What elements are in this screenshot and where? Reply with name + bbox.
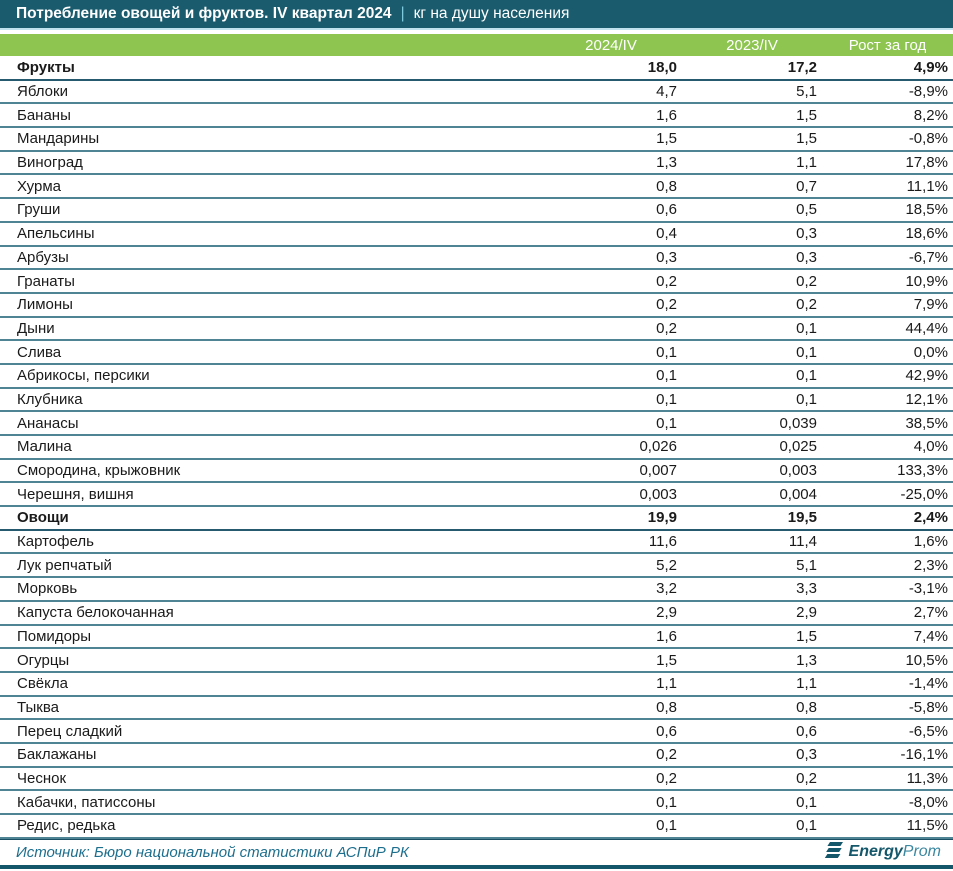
row-value-2024: 0,6 — [656, 722, 677, 740]
row-value-2023: 0,3 — [796, 248, 817, 266]
table-row — [0, 815, 953, 839]
row-growth: 11,3% — [906, 769, 948, 787]
row-growth: 4,9% — [913, 59, 948, 77]
row-growth: 0,0% — [913, 343, 948, 361]
row-growth: 10,5% — [905, 651, 948, 669]
row-value-2023: 0,1 — [796, 343, 817, 361]
row-value-2023: 0,2 — [796, 296, 817, 314]
row-label: Помидоры — [17, 627, 92, 645]
energyprom-bars-icon — [823, 841, 844, 864]
row-value-2024: 0,8 — [656, 698, 677, 716]
table-row — [0, 649, 953, 673]
title-bar — [0, 0, 953, 30]
row-value-2024: 1,1 — [656, 675, 677, 693]
row-label: Гранаты — [17, 272, 75, 290]
row-label: Малина — [17, 438, 72, 456]
row-value-2023: 5,1 — [796, 556, 817, 574]
table-row — [0, 223, 953, 247]
row-value-2023: 0,039 — [779, 414, 817, 432]
row-growth: -1,4% — [908, 675, 948, 693]
table-row — [0, 483, 953, 507]
row-value-2024: 0,2 — [656, 746, 677, 764]
table-row — [0, 57, 953, 81]
row-growth: 11,5% — [906, 817, 948, 835]
row-growth: 11,1% — [906, 177, 948, 195]
row-value-2023: 0,025 — [779, 438, 817, 456]
row-value-2024: 0,6 — [656, 201, 677, 219]
table-row — [0, 507, 953, 531]
row-label: Арбузы — [17, 248, 69, 266]
row-value-2023: 0,1 — [796, 793, 817, 811]
row-growth: 17,8% — [905, 154, 948, 172]
row-growth: -8,0% — [908, 793, 948, 811]
row-label: Апельсины — [17, 225, 95, 243]
row-value-2023: 0,3 — [796, 746, 817, 764]
table-row — [0, 602, 953, 626]
row-value-2024: 0,1 — [656, 367, 677, 385]
row-value-2023: 0,2 — [796, 272, 817, 290]
row-label: Лимоны — [17, 296, 73, 314]
row-value-2023: 17,2 — [787, 59, 817, 77]
row-label: Огурцы — [17, 651, 70, 669]
footer-bar — [0, 839, 953, 869]
row-value-2024: 0,1 — [656, 390, 677, 408]
table-row — [0, 673, 953, 697]
row-value-2024: 0,2 — [656, 769, 677, 787]
row-value-2023: 1,1 — [796, 675, 817, 693]
row-value-2024: 1,3 — [656, 154, 677, 172]
row-value-2024: 0,3 — [656, 248, 677, 266]
row-value-2024: 0,4 — [656, 225, 677, 243]
row-label: Картофель — [17, 533, 94, 551]
row-value-2024: 0,2 — [656, 319, 677, 337]
row-label: Ананасы — [17, 414, 79, 432]
table-row — [0, 341, 953, 365]
row-growth: 2,3% — [913, 556, 948, 574]
table-body — [0, 57, 953, 839]
row-label: Груши — [17, 201, 61, 219]
row-value-2024: 2,9 — [656, 604, 677, 622]
row-value-2023: 0,8 — [796, 698, 817, 716]
row-value-2023: 0,1 — [796, 367, 817, 385]
table-row — [0, 578, 953, 602]
row-label: Свёкла — [17, 675, 68, 693]
row-value-2023: 1,3 — [796, 651, 817, 669]
row-value-2023: 0,004 — [779, 485, 817, 503]
row-growth: 4,0% — [913, 438, 948, 456]
row-label: Черешня, вишня — [17, 485, 134, 503]
table-row — [0, 270, 953, 294]
title-separator: | — [400, 5, 405, 22]
row-value-2024: 0,8 — [656, 177, 677, 195]
row-value-2024: 1,6 — [656, 106, 677, 124]
page-subtitle: кг на душу населения — [413, 5, 570, 22]
row-value-2024: 0,026 — [639, 438, 677, 456]
table-row — [0, 104, 953, 128]
row-value-2024: 11,6 — [648, 533, 677, 551]
table-row — [0, 436, 953, 460]
table-row — [0, 626, 953, 650]
row-value-2024: 1,6 — [656, 627, 677, 645]
brand-name — [849, 843, 941, 861]
row-label: Перец сладкий — [17, 722, 123, 740]
row-label: Редис, редька — [17, 817, 116, 835]
row-label: Смородина, крыжовник — [17, 462, 181, 480]
row-value-2023: 1,5 — [796, 130, 817, 148]
row-growth: 7,9% — [913, 296, 948, 314]
row-growth: -3,1% — [908, 580, 948, 598]
row-growth: 12,1% — [905, 390, 948, 408]
row-value-2023: 0,1 — [796, 817, 817, 835]
row-value-2023: 1,1 — [796, 154, 817, 172]
row-value-2024: 1,5 — [656, 130, 677, 148]
row-value-2023: 0,6 — [796, 722, 817, 740]
row-label: Хурма — [17, 177, 62, 195]
row-growth: -6,5% — [908, 722, 948, 740]
brand-logo — [823, 841, 941, 864]
row-label: Капуста белокочанная — [17, 604, 174, 622]
table-row — [0, 152, 953, 176]
row-growth: 2,4% — [913, 509, 948, 527]
page-title: Потребление овощей и фруктов. IV квартал 2024 — [16, 5, 392, 22]
row-value-2024: 0,1 — [656, 817, 677, 835]
row-label: Овощи — [17, 509, 69, 527]
table-row — [0, 389, 953, 413]
row-value-2023: 0,7 — [796, 177, 817, 195]
table-row — [0, 531, 953, 555]
table-row — [0, 365, 953, 389]
row-label: Виноград — [17, 154, 83, 172]
row-value-2023: 0,5 — [796, 201, 817, 219]
table-row — [0, 175, 953, 199]
row-label: Лук репчатый — [17, 556, 112, 574]
row-value-2023: 0,1 — [796, 319, 817, 337]
row-label: Чеснок — [17, 769, 67, 787]
row-value-2024: 0,003 — [639, 485, 677, 503]
row-label: Бананы — [17, 106, 71, 124]
row-value-2023: 19,5 — [787, 509, 817, 527]
row-growth: 18,5% — [905, 201, 948, 219]
row-value-2024: 5,2 — [656, 556, 677, 574]
table-row — [0, 128, 953, 152]
table-row — [0, 791, 953, 815]
brand-name-light: Prom — [902, 843, 941, 861]
column-header-2024: 2024/IV — [585, 36, 637, 54]
table-row — [0, 554, 953, 578]
table-row — [0, 460, 953, 484]
row-value-2023: 0,1 — [796, 390, 817, 408]
table-row — [0, 81, 953, 105]
row-value-2024: 0,1 — [656, 343, 677, 361]
row-value-2023: 1,5 — [796, 627, 817, 645]
column-header-row — [0, 34, 953, 56]
row-growth: 44,4% — [905, 319, 948, 337]
row-growth: 10,9% — [905, 272, 948, 290]
table-row — [0, 744, 953, 768]
row-value-2024: 0,007 — [639, 462, 677, 480]
column-header-2023: 2023/IV — [726, 36, 778, 54]
row-growth: 7,4% — [913, 627, 948, 645]
row-label: Тыква — [17, 698, 59, 716]
row-value-2023: 1,5 — [796, 106, 817, 124]
row-label: Слива — [17, 343, 62, 361]
row-label: Мандарины — [17, 130, 100, 148]
row-value-2024: 0,1 — [656, 793, 677, 811]
row-label: Баклажаны — [17, 746, 97, 764]
row-label: Морковь — [17, 580, 78, 598]
table-row — [0, 720, 953, 744]
row-growth: 42,9% — [905, 367, 948, 385]
row-value-2024: 0,1 — [656, 414, 677, 432]
row-growth: 2,7% — [913, 604, 948, 622]
table-row — [0, 412, 953, 436]
row-value-2023: 0,2 — [796, 769, 817, 787]
table-row — [0, 768, 953, 792]
row-growth: 8,2% — [913, 106, 948, 124]
row-label: Кабачки, патиссоны — [17, 793, 156, 811]
row-value-2024: 4,7 — [656, 83, 677, 101]
row-value-2023: 11,4 — [788, 533, 817, 551]
row-growth: 133,3% — [897, 462, 948, 480]
row-growth: 18,6% — [905, 225, 948, 243]
row-growth: -6,7% — [908, 248, 948, 266]
row-value-2023: 2,9 — [796, 604, 817, 622]
table-row — [0, 697, 953, 721]
brand-name-bold: Energy — [848, 843, 903, 861]
row-value-2024: 19,9 — [647, 509, 677, 527]
row-growth: -5,8% — [908, 698, 948, 716]
row-label: Клубника — [17, 390, 83, 408]
row-growth: -0,8% — [908, 130, 948, 148]
table-row — [0, 247, 953, 271]
row-label: Дыни — [17, 319, 55, 337]
column-header-growth: Рост за год — [848, 36, 927, 54]
row-label: Яблоки — [17, 83, 68, 101]
row-growth: -25,0% — [900, 485, 948, 503]
row-growth: -8,9% — [908, 83, 948, 101]
table-row — [0, 199, 953, 223]
row-growth: 38,5% — [905, 414, 948, 432]
row-value-2023: 0,3 — [796, 225, 817, 243]
row-value-2023: 0,003 — [779, 462, 817, 480]
source-note: Источник: Бюро национальной статистики АСПиР РК — [16, 843, 409, 861]
row-growth: -16,1% — [900, 746, 948, 764]
table-row — [0, 294, 953, 318]
row-value-2024: 3,2 — [656, 580, 677, 598]
row-growth: 1,6% — [913, 533, 948, 551]
row-value-2024: 1,5 — [656, 651, 677, 669]
row-label: Абрикосы, персики — [17, 367, 150, 385]
row-value-2024: 0,2 — [656, 296, 677, 314]
table-row — [0, 318, 953, 342]
row-value-2024: 0,2 — [656, 272, 677, 290]
row-value-2023: 3,3 — [796, 580, 817, 598]
row-value-2024: 18,0 — [647, 59, 677, 77]
row-label: Фрукты — [17, 59, 75, 77]
row-value-2023: 5,1 — [796, 83, 817, 101]
